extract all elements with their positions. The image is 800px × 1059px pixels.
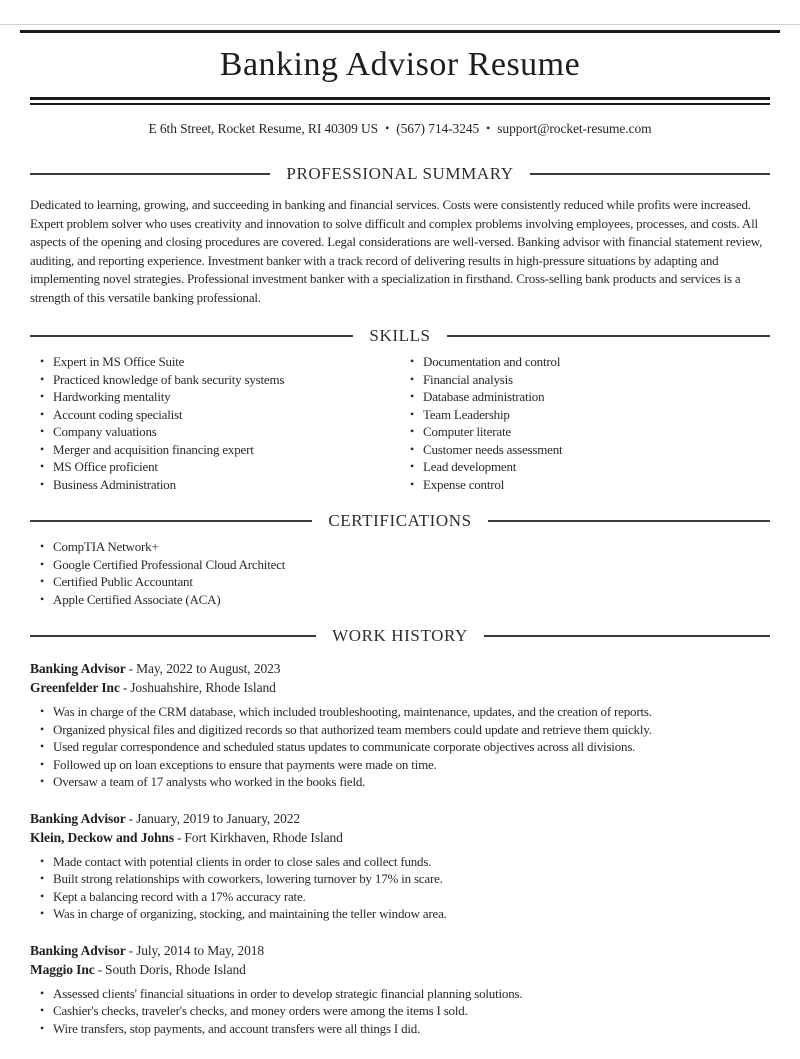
job-bullet-item: • Wire transfers, stop payments, and account transfers were all things I did. — [40, 1020, 770, 1038]
job-dates: July, 2014 to May, 2018 — [136, 942, 265, 958]
job-separator: - — [176, 829, 182, 845]
summary-paragraph: Dedicated to learning, growing, and succeeding in banking and financial services. Costs were consistently reduced while profits were increased. Expert problem solver who uses creativity and innovation to solve difficult and complex problems involving employees, processes, and costs. All aspects of the opening and closing procedures are covered. Legal considerations are well-versed. Banking advisor with financial statement review, auditing, and reporting experience. Investment banker with a track record of delivering results in high-pressure situations by adapting and implementing novel strategies. Professional investment banker with a specialization in firsthand. Cross-selling bank products and services is a strength of this versatile banking professional. — [30, 197, 763, 305]
skill-item: • Team Leadership — [410, 406, 770, 424]
job-bullet-list — [30, 703, 770, 791]
job-bullet-item: • Oversaw a team of 17 analysts who worked in the books field. — [40, 773, 770, 791]
job-company-line — [30, 828, 770, 847]
skill-item: • Expert in MS Office Suite — [40, 353, 400, 371]
job-dates: May, 2022 to August, 2023 — [136, 661, 281, 676]
contact-separator: • — [385, 121, 390, 135]
certification-item: • Certified Public Accountant — [40, 573, 770, 591]
skill-item: • Business Administration — [40, 476, 400, 494]
job-entry — [30, 809, 770, 923]
skills-heading: SKILLS — [369, 326, 431, 345]
heading-rule-right — [447, 335, 770, 337]
professional-summary-heading: PROFESSIONAL SUMMARY — [286, 164, 514, 183]
skill-item: • MS Office proficient — [40, 458, 400, 476]
skills-section — [0, 326, 800, 493]
top-accent-rule-thin — [0, 24, 800, 25]
skill-item: • Account coding specialist — [40, 406, 400, 424]
job-location: Joshuahshire, Rhode Island — [130, 680, 276, 695]
job-location: South Doris, Rhode Island — [105, 961, 246, 977]
certification-item: • Apple Certified Associate (ACA) — [40, 591, 770, 609]
job-location: Fort Kirkhaven, Rhode Island — [184, 829, 343, 845]
job-list — [0, 659, 800, 1037]
contact-address: E 6th Street, Rocket Resume, RI 40309 US — [148, 121, 379, 136]
job-bullet-list — [30, 853, 770, 923]
contact-phone: (567) 714-3245 — [396, 121, 480, 136]
heading-rule-left — [30, 635, 316, 637]
skill-item: • Hardworking mentality — [40, 388, 400, 406]
section-heading — [30, 164, 770, 184]
job-bullet-item: • Made contact with potential clients in order to close sales and collect funds. — [40, 853, 770, 871]
job-separator: - — [128, 661, 134, 676]
skills-columns — [30, 346, 770, 493]
job-bullet-item: • Organized physical files and digitized records so that authorized team members could update and retrieve them quickly. — [40, 721, 770, 739]
job-entry — [30, 941, 770, 1038]
job-title-line — [30, 659, 770, 678]
contact-email: support@rocket-resume.com — [497, 121, 652, 136]
certifications-section — [0, 511, 800, 608]
job-bullet-item: • Assessed clients' financial situations in order to develop strategic financial planning solutions. — [40, 985, 770, 1003]
job-company: Greenfelder Inc — [30, 680, 120, 695]
certification-item: • Google Certified Professional Cloud Architect — [40, 556, 770, 574]
title-underline-rule — [30, 97, 770, 105]
certifications-list — [30, 538, 770, 608]
skills-list-right — [400, 353, 770, 493]
skill-item: • Company valuations — [40, 423, 400, 441]
work-history-section — [0, 626, 800, 1037]
heading-rule-left — [30, 335, 353, 337]
job-bullet-item: • Built strong relationships with coworkers, lowering turnover by 17% in scare. — [40, 870, 770, 888]
skill-item: • Merger and acquisition financing expert — [40, 441, 400, 459]
heading-rule-right — [484, 635, 770, 637]
work-history-heading: WORK HISTORY — [332, 626, 468, 645]
certifications-heading: CERTIFICATIONS — [328, 511, 472, 530]
section-heading — [30, 511, 770, 531]
job-company-line — [30, 960, 770, 979]
professional-summary-section — [0, 164, 800, 307]
job-bullet-item: • Kept a balancing record with a 17% accuracy rate. — [40, 888, 770, 906]
skill-item: • Lead development — [410, 458, 770, 476]
section-heading — [30, 326, 770, 346]
job-separator: - — [128, 810, 134, 826]
heading-rule-left — [30, 173, 270, 175]
contact-separator: • — [486, 121, 491, 135]
heading-rule-right — [488, 520, 770, 522]
job-title: Banking Advisor — [30, 942, 126, 958]
job-separator: - — [128, 942, 134, 958]
job-bullet-item: • Was in charge of organizing, stocking, and maintaining the teller window area. — [40, 905, 770, 923]
job-dates: January, 2019 to January, 2022 — [136, 810, 301, 826]
section-heading — [30, 626, 770, 646]
skill-item: • Computer literate — [410, 423, 770, 441]
resume-title: Banking Advisor Resume — [219, 46, 581, 83]
skill-item: • Documentation and control — [410, 353, 770, 371]
job-company: Klein, Deckow and Johns — [30, 829, 174, 845]
top-accent-rule-thick — [20, 30, 780, 33]
contact-bar — [30, 121, 770, 137]
skill-item: • Database administration — [410, 388, 770, 406]
job-bullet-item: • Used regular correspondence and scheduled status updates to communicate corporate objectives across all divisions. — [40, 738, 770, 756]
job-title-line — [30, 809, 770, 828]
resume-document — [0, 24, 800, 1037]
heading-rule-right — [530, 173, 770, 175]
job-bullet-item: • Cashier's checks, traveler's checks, and money orders were among the items I sold. — [40, 1002, 770, 1020]
job-company-line — [30, 678, 770, 697]
heading-rule-left — [30, 520, 312, 522]
job-bullet-list — [30, 985, 770, 1038]
job-title-line — [30, 941, 770, 960]
skills-list-left — [30, 353, 400, 493]
job-separator: - — [122, 680, 128, 695]
skill-item: • Expense control — [410, 476, 770, 494]
job-company: Maggio Inc — [30, 961, 95, 977]
certification-item: • CompTIA Network+ — [40, 538, 770, 556]
skill-item: • Practiced knowledge of bank security systems — [40, 371, 400, 389]
job-separator: - — [97, 961, 103, 977]
job-title: Banking Advisor — [30, 810, 126, 826]
skill-item: • Financial analysis — [410, 371, 770, 389]
job-bullet-item: • Was in charge of the CRM database, which included troubleshooting, maintenance, updates, and the creation of reports. — [40, 703, 770, 721]
job-bullet-item: • Followed up on loan exceptions to ensure that payments were made on time. — [40, 756, 770, 774]
job-entry — [30, 659, 770, 791]
skill-item: • Customer needs assessment — [410, 441, 770, 459]
job-title: Banking Advisor — [30, 661, 126, 676]
